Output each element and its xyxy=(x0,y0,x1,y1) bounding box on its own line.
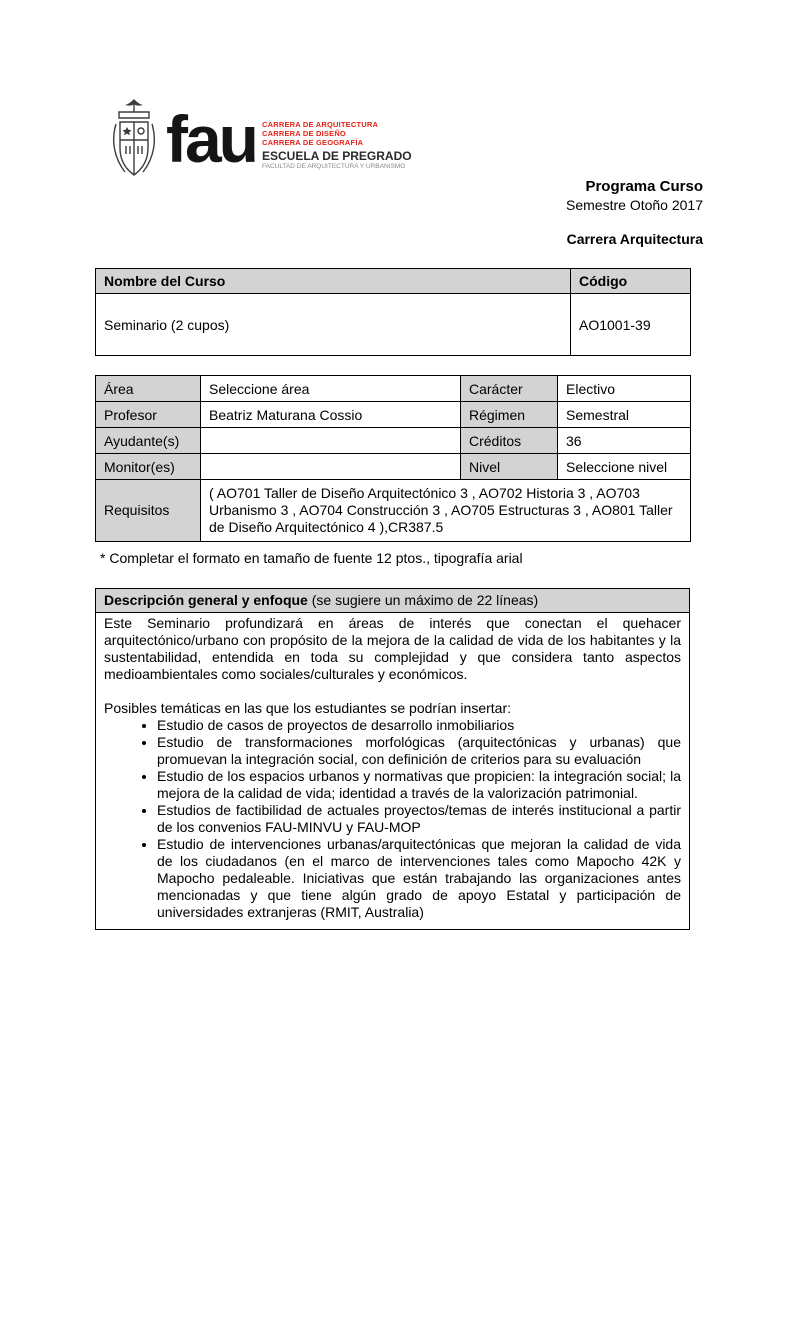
ayudantes-value-cell xyxy=(201,428,461,454)
description-header-hint: (se sugiere un máximo de 22 líneas) xyxy=(307,592,539,608)
details-row-ayudantes xyxy=(96,428,691,454)
details-row-area xyxy=(96,376,691,402)
course-code-header-cell: Código xyxy=(571,269,691,294)
fau-logo xyxy=(108,96,412,195)
format-note: * Completar el formato en tamaño de fuente 12 ptos., tipografía arial xyxy=(100,550,523,566)
logo-line-carrera-geografia: CARRERA DE GEOGRAFÍA xyxy=(262,138,364,147)
topic-item: • Estudio de los espacios urbanos y normativas que propicien: la integración social; la mejora de la calidad de vida; identidad a través de la valorización patrimonial. xyxy=(157,768,681,802)
caracter-label-cell: Carácter xyxy=(461,376,558,402)
description-body xyxy=(96,613,689,929)
details-row-profesor xyxy=(96,402,691,428)
course-table-body-row xyxy=(96,294,691,356)
career-label: Carrera Arquitectura xyxy=(566,231,703,247)
page-title: Programa Curso xyxy=(585,178,703,195)
topics-intro: Posibles temáticas en las que los estudiantes se podrían insertar: xyxy=(104,700,512,716)
description-section xyxy=(95,588,690,930)
profesor-label-cell: Profesor xyxy=(96,402,201,428)
course-table xyxy=(95,268,691,356)
area-value-cell: Seleccione área xyxy=(201,376,461,402)
description-header-title: Descripción general y enfoque xyxy=(104,592,308,608)
regimen-value-cell: Semestral xyxy=(558,402,691,428)
semester-label: Semestre Otoño 2017 xyxy=(566,197,703,213)
document-header xyxy=(566,177,703,247)
details-row-requisitos xyxy=(96,480,691,542)
logo-line-escuela-pregrado: ESCUELA DE PREGRADO xyxy=(262,149,412,163)
caracter-value-cell: Electivo xyxy=(558,376,691,402)
logo-line-facultad: FACULTAD DE ARQUITECTURA Y URBANISMO xyxy=(262,163,406,170)
logo-text-lines xyxy=(262,120,412,171)
course-name-cell: Seminario (2 cupos) xyxy=(96,294,571,356)
course-table-header-row xyxy=(96,269,691,294)
nivel-label-cell: Nivel xyxy=(461,454,558,480)
nivel-value-cell: Seleccione nivel xyxy=(558,454,691,480)
course-details-table xyxy=(95,375,691,542)
logo-line-carrera-diseno: CARRERA DE DISEÑO xyxy=(262,129,346,138)
topics-list xyxy=(104,717,681,921)
course-code-cell: AO1001-39 xyxy=(571,294,691,356)
university-crest-icon xyxy=(108,96,160,195)
requisitos-label-cell: Requisitos xyxy=(96,480,201,542)
profesor-value-cell: Beatriz Maturana Cossio xyxy=(201,402,461,428)
paragraph-spacer xyxy=(104,683,681,700)
topic-item: • Estudio de casos de proyectos de desarrollo inmobiliarios xyxy=(157,717,681,734)
area-label-cell: Área xyxy=(96,376,201,402)
fau-wordmark: fau xyxy=(166,102,256,176)
ayudantes-label-cell: Ayudante(s) xyxy=(96,428,201,454)
course-name-header-cell: Nombre del Curso xyxy=(96,269,571,294)
regimen-label-cell: Régimen xyxy=(461,402,558,428)
logo-line-carrera-arquitectura: CARRERA DE ARQUITECTURA xyxy=(262,120,379,129)
creditos-value-cell: 36 xyxy=(558,428,691,454)
description-header xyxy=(96,589,689,613)
description-paragraph: Este Seminario profundizará en áreas de interés que conectan el quehacer arquitectónico/urbano con propósito de la mejora de la calidad de vida de los habitantes y la sustentabilidad, entendida en toda su complejidad y que considera tanto aspectos medioambientales como sociales/culturales y económicos. xyxy=(104,615,681,682)
monitores-label-cell: Monitor(es) xyxy=(96,454,201,480)
topic-item: • Estudio de transformaciones morfológicas (arquitectónicas y urbanas) que promuevan la integración social, con definición de criterios para su evaluación xyxy=(157,734,681,768)
topic-item: • Estudios de factibilidad de actuales proyectos/temas de interés institucional a partir de los convenios FAU-MINVU y FAU-MOP xyxy=(157,802,681,836)
topic-item: • Estudio de intervenciones urbanas/arquitectónicas que mejoran la calidad de vida de los ciudadanos (en el marco de intervenciones tales como Mapocho 42K y Mapocho pedaleable. Iniciativas que están trabajando las organizaciones antes mencionadas y que tiene algún grado de apoyo Estatal y participación de universidades extranjeras (RMIT, Australia) xyxy=(157,836,681,921)
creditos-label-cell: Créditos xyxy=(461,428,558,454)
requisitos-value-cell: ( AO701 Taller de Diseño Arquitectónico 3 , AO702 Historia 3 , AO703 Urbanismo 3 , AO704 Construcción 3 , AO705 Estructuras 3 , AO801 Taller de Diseño Arquitectónico 4 ),CR387.5 xyxy=(201,480,691,542)
details-row-monitores xyxy=(96,454,691,480)
monitores-value-cell xyxy=(201,454,461,480)
